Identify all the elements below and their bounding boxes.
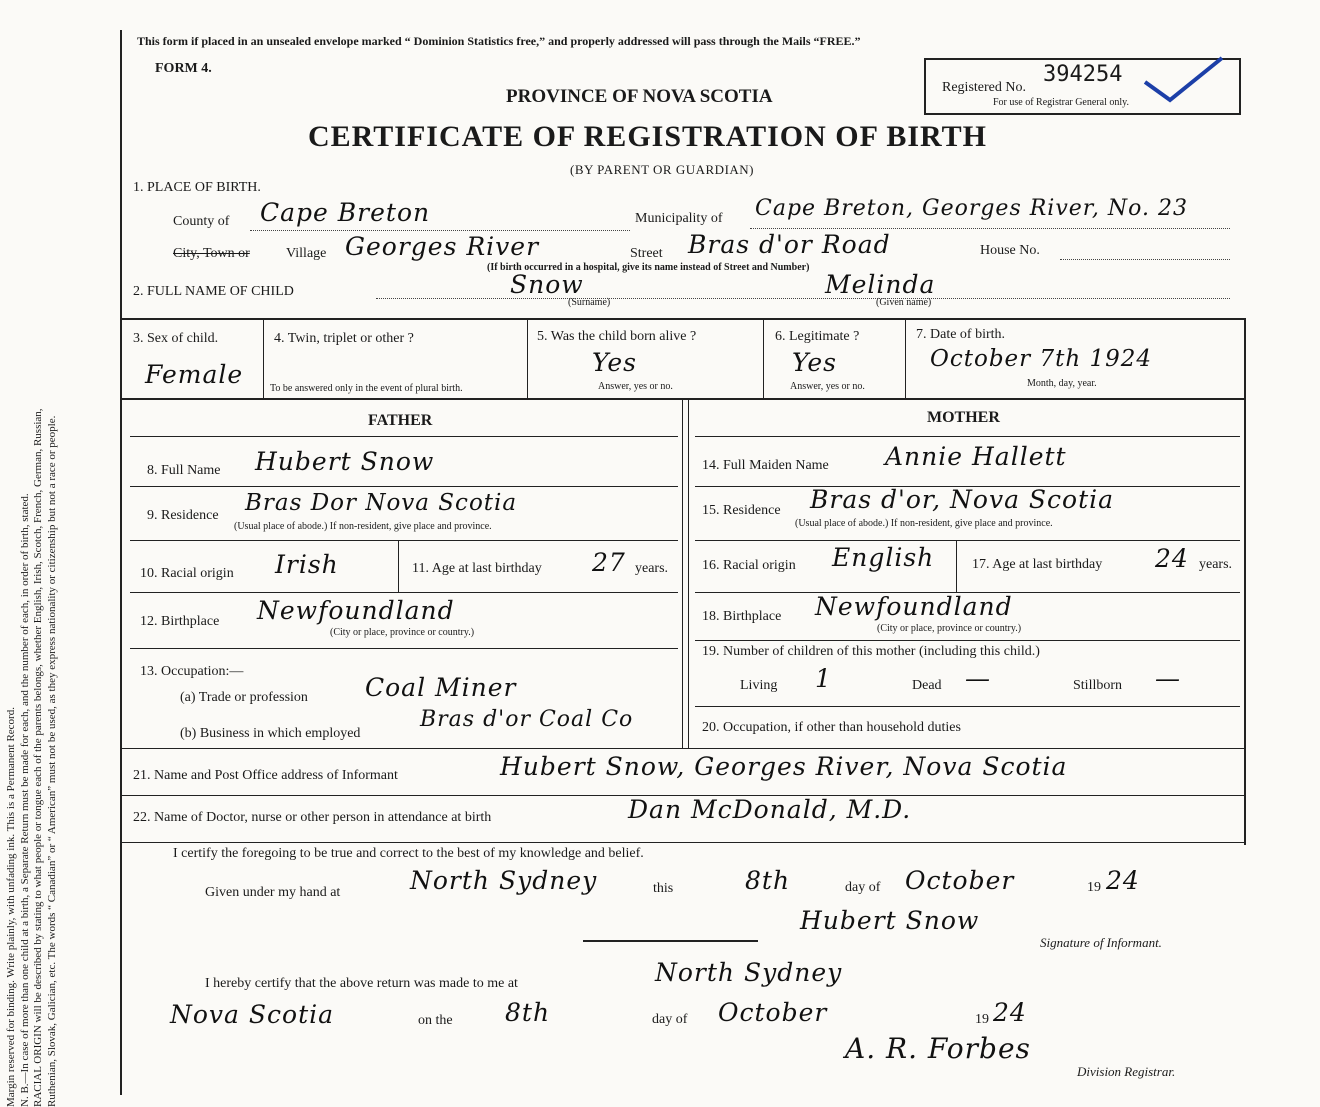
children-count-label: 19. Number of children of this mother (including this child.) [702,644,1040,659]
margin-note-1: Margin reserved for binding. Write plainly, with unfading ink. This is a Permanent Record. [5,707,17,1107]
divider [120,842,1246,843]
father-business-label: (b) Business in which employed [180,726,361,741]
dead-label: Dead [912,678,942,693]
father-name-value: Hubert Snow [255,447,435,476]
municipality-value: Cape Breton, Georges River, No. 23 [755,196,1188,221]
registrar-day-of-label: day of [652,1012,688,1027]
father-racial-value: Irish [275,550,339,579]
divider [130,540,678,541]
father-heading: FATHER [368,412,433,429]
column-divider-left [682,400,683,748]
street-value: Bras d'or Road [688,230,891,259]
mother-name-label: 14. Full Maiden Name [702,458,829,473]
registrar-month-value: October [718,998,828,1027]
registrar-day-value: 8th [505,998,551,1027]
municipality-label: Municipality of [635,211,723,226]
born-alive-value: Yes [592,348,637,377]
column-divider-right [688,400,689,748]
margin-note-2: N. B.—In case of more than one child at a birth, a Separate Return must be made for each, and the number of each, in order of birth, stated. [18,493,31,1107]
margin-note-4: Ruthenian, Slovak, Galician, etc. The words “ Canadian” or “ American” must not be used, as they express nationality or citizenship but not a race or people. [45,415,58,1107]
child-given-name: Melinda [825,270,936,299]
form-number: FORM 4. [155,61,212,76]
father-trade-label: (a) Trade or profession [180,690,308,705]
mother-residence-label: 15. Residence [702,503,781,518]
divider [763,320,764,398]
margin-notes [5,107,145,1107]
stillborn-value: — [1155,664,1181,693]
mother-birthplace-label: 18. Birthplace [702,609,782,624]
mother-age-value: 24 [1155,544,1189,573]
given-day-of-label: day of [845,880,881,895]
sex-value: Female [145,360,244,389]
mother-residence-note: (Usual place of abode.) If non-resident, give place and province. [795,518,1053,529]
county-line [250,230,630,231]
born-alive-label: 5. Was the child born alive ? [537,329,697,344]
margin-note-3: RACIAL ORIGIN will be described by stating to what people or tongue each of the parents belongs, whether English, Irish, Scotch, French, German, Russian, [32,408,44,1107]
father-residence-value: Bras Dor Nova Scotia [245,490,518,516]
mother-occupation-label: 20. Occupation, if other than household duties [702,720,961,735]
father-business-value: Bras d'or Coal Co [420,707,634,732]
left-border [120,30,122,1095]
hospital-note: (If birth occurred in a hospital, give its name instead of Street and Number) [487,262,810,273]
father-age-label: 11. Age at last birthday [412,561,542,576]
house-number-line [1060,259,1230,260]
father-residence-note: (Usual place of abode.) If non-resident, give place and province. [234,521,492,532]
registrar-signature: A. R. Forbes [845,1032,1031,1065]
sex-label: 3. Sex of child. [133,331,219,346]
registrar-year-value: 24 [993,998,1027,1027]
county-label: County of [173,214,230,229]
given-year-prefix: 19 [1087,880,1101,895]
mail-notice: This form if placed in an unsealed envelope marked “ Dominion Statistics free,” and properly addressed will pass through the Mails “FREE.” [137,34,861,48]
separator-rule [583,940,758,942]
mother-birthplace-note: (City or place, province or country.) [877,623,1022,634]
divider [263,320,264,398]
certify-statement: I certify the foregoing to be true and correct to the best of my knowledge and belief. [173,846,644,861]
dob-value: October 7th 1924 [930,346,1153,372]
divider [695,540,1240,541]
divider [695,640,1240,641]
village-label: Village [286,246,327,261]
informant-value: Hubert Snow, Georges River, Nova Scotia [500,752,1068,781]
legitimate-note: Answer, yes or no. [790,381,865,392]
living-label: Living [740,678,778,693]
father-name-label: 8. Full Name [147,463,221,478]
father-racial-label: 10. Racial origin [140,566,234,581]
divider [130,648,678,649]
given-month-value: October [905,866,1015,895]
informant-label: 21. Name and Post Office address of Informant [133,768,398,783]
father-residence-label: 9. Residence [147,508,219,523]
row3-bottom-rule [120,398,1246,400]
mother-racial-value: English [832,543,935,572]
father-occupation-label: 13. Occupation:— [140,664,244,679]
mother-racial-label: 16. Racial origin [702,558,796,573]
given-name-caption: (Given name) [876,297,932,308]
living-value: 1 [815,664,832,693]
doctor-label: 22. Name of Doctor, nurse or other person in attendance at birth [133,810,492,825]
registrar-note: For use of Registrar General only. [993,97,1129,108]
father-birthplace-value: Newfoundland [257,596,455,625]
father-birthplace-note: (City or place, province or country.) [330,627,475,638]
province-heading: PROVINCE OF NOVA SCOTIA [506,86,773,107]
child-name-line [376,298,1230,299]
divider [130,436,678,437]
registrar-place-value-2: Nova Scotia [170,1000,335,1029]
given-day-value: 8th [745,866,791,895]
given-year-value: 24 [1106,866,1140,895]
mother-heading: MOTHER [927,409,1000,426]
divider [905,320,906,398]
divider [120,748,1246,749]
mother-name-value: Annie Hallett [885,442,1067,471]
divider [527,320,528,398]
twin-note: To be answered only in the event of plural birth. [270,383,463,394]
twin-label: 4. Twin, triplet or other ? [274,331,414,346]
registered-label: Registered No. [942,80,1026,95]
page-subtitle: (BY PARENT OR GUARDIAN) [570,162,755,177]
informant-signature: Hubert Snow [800,906,980,935]
mother-residence-value: Bras d'or, Nova Scotia [810,485,1115,514]
dead-value: — [965,664,991,693]
this-label: this [653,881,674,896]
father-trade-value: Coal Miner [365,673,517,702]
father-birthplace-label: 12. Birthplace [140,614,220,629]
dob-label: 7. Date of birth. [916,327,1006,342]
given-place-value: North Sydney [410,866,598,895]
registrar-signature-caption: Division Registrar. [1077,1064,1176,1079]
divider [695,706,1240,707]
surname-caption: (Surname) [568,297,611,308]
registrar-statement: I hereby certify that the above return was made to me at [205,976,518,991]
registered-number: 394254 [1043,62,1123,87]
given-under-label: Given under my hand at [205,885,341,900]
registrar-year-prefix: 19 [975,1012,989,1027]
registrar-on-the: on the [418,1013,453,1028]
mother-age-label: 17. Age at last birthday [972,557,1103,572]
child-surname: Snow [510,270,584,299]
mother-birthplace-value: Newfoundland [815,592,1013,621]
father-age-value: 27 [592,548,626,577]
page-title: CERTIFICATE OF REGISTRATION OF BIRTH [308,120,987,153]
dob-note: Month, day, year. [1027,378,1097,389]
divider [956,541,957,592]
stillborn-label: Stillborn [1073,678,1123,693]
legitimate-label: 6. Legitimate ? [775,329,860,344]
child-name-label: 2. FULL NAME OF CHILD [133,284,294,299]
village-value: Georges River [345,232,540,261]
born-alive-note: Answer, yes or no. [598,381,673,392]
father-age-years: years. [635,561,669,576]
county-value: Cape Breton [260,198,431,227]
row3-top-rule [120,318,1246,320]
city-town-strike: City, Town or [173,246,250,261]
doctor-value: Dan McDonald, M.D. [628,795,912,824]
divider [398,541,399,592]
informant-signature-caption: Signature of Informant. [1040,935,1162,950]
registrar-place-value: North Sydney [655,958,843,987]
mother-age-years: years. [1199,557,1233,572]
divider [130,486,678,487]
checkmark-icon [1140,52,1230,112]
street-label: Street [630,246,663,261]
divider [130,592,678,593]
house-number-label: House No. [980,243,1040,258]
divider [695,436,1240,437]
municipality-line [750,228,1230,229]
legitimate-value: Yes [792,348,837,377]
place-heading: 1. PLACE OF BIRTH. [133,180,261,195]
